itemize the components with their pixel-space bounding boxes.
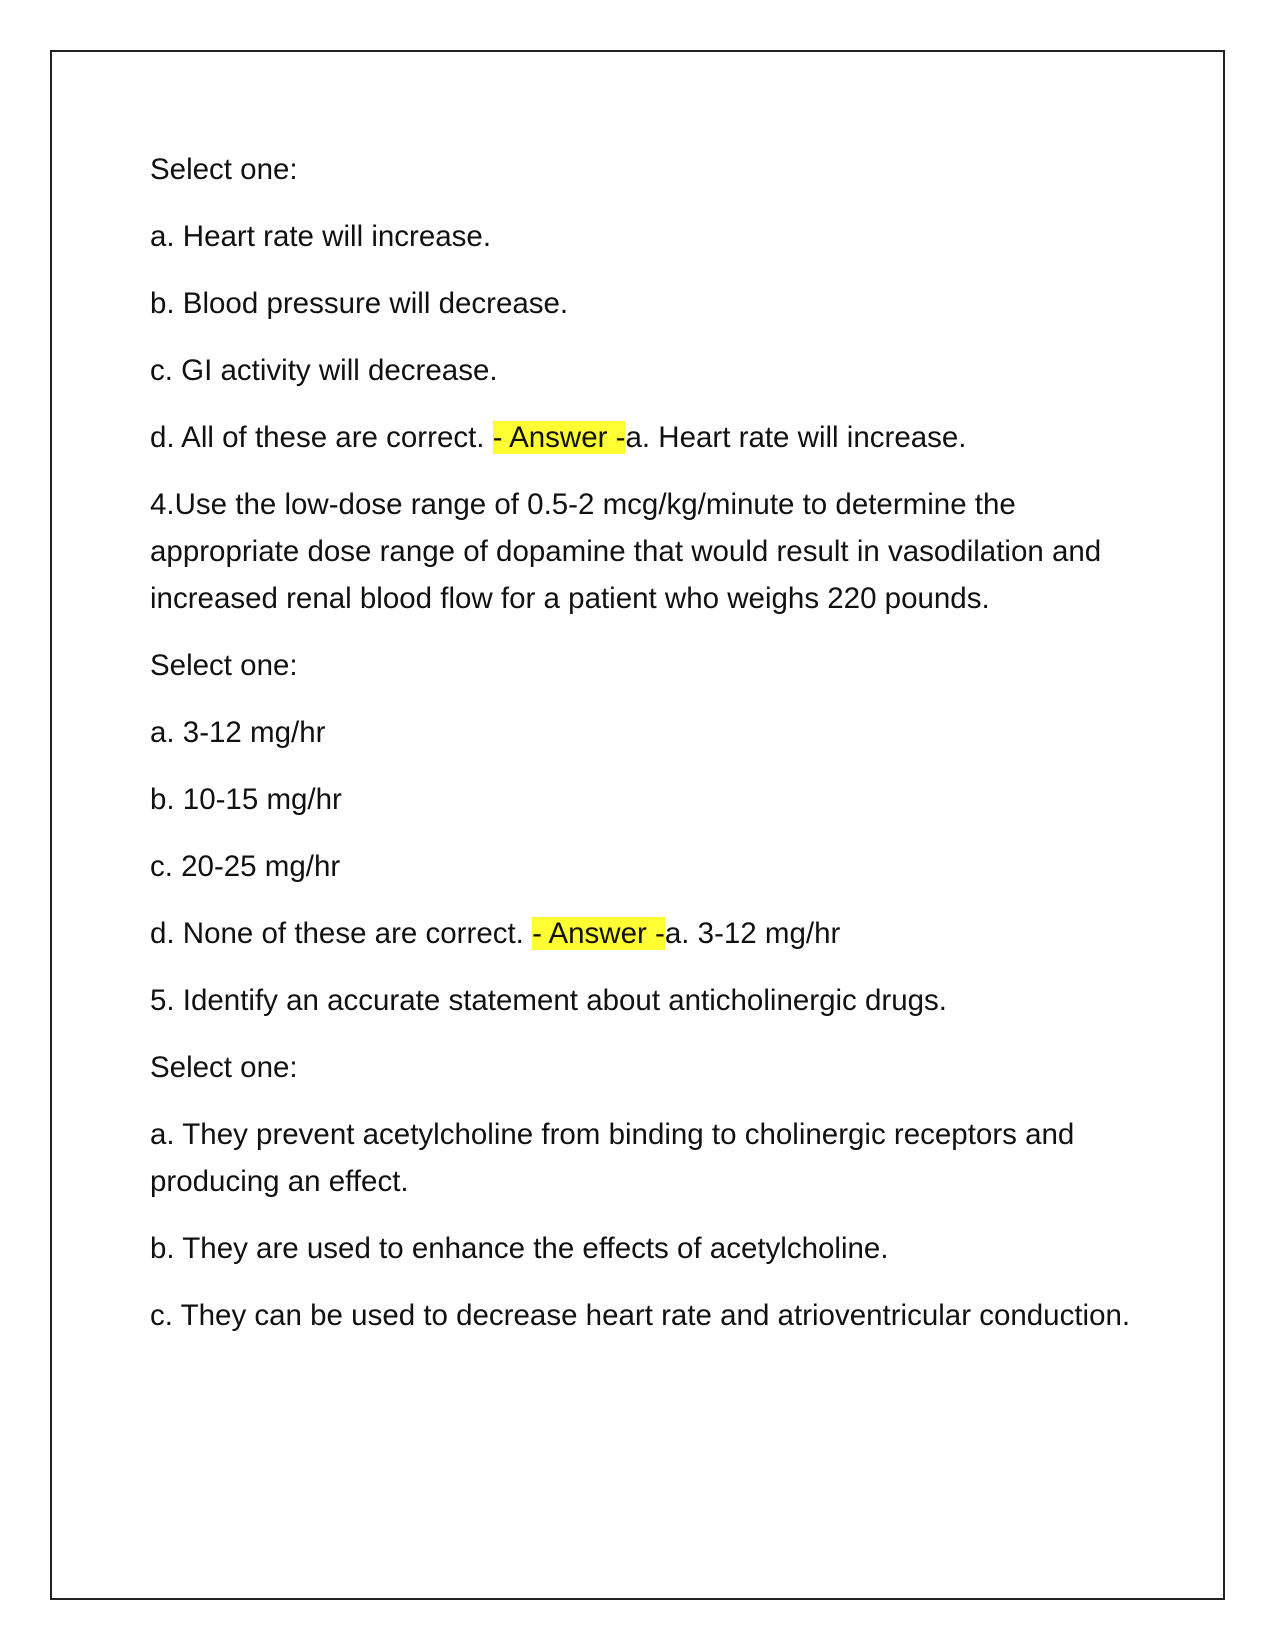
q3-select-label: Select one: — [150, 153, 298, 186]
q3-option-a: a. Heart rate will increase. — [150, 220, 492, 253]
q4-question: 4.Use the low-dose range of 0.5-2 mcg/kg/minute to determine the appropriate dose range of dopamine that would result in vasodilation and increased renal blood flow for a patient who weighs 220 pounds. — [150, 488, 1102, 615]
q5-select-label: Select one: — [150, 1051, 298, 1084]
q5-question: 5. Identify an accurate statement about anticholinergic drugs. — [150, 984, 947, 1017]
q5-option-b: b. They are used to enhance the effects of acetylcholine. — [150, 1232, 889, 1265]
q4-option-d: d. None of these are correct. — [150, 917, 524, 950]
q4-option-b: b. 10-15 mg/hr — [150, 783, 342, 816]
document-body — [150, 146, 1140, 1359]
q4-answer-marker: - Answer - — [532, 917, 665, 950]
q4-select-label: Select one: — [150, 649, 298, 682]
q4-option-d-with-answer — [150, 910, 1140, 957]
q5-option-a: a. They prevent acetylcholine from binding to cholinergic receptors and producing an effect. — [150, 1118, 1075, 1198]
q5-option-c: c. They can be used to decrease heart rate and atrioventricular conduction. — [150, 1299, 1131, 1332]
q3-option-d-with-answer — [150, 414, 1140, 461]
q3-option-c: c. GI activity will decrease. — [150, 354, 498, 387]
q4-answer-text: a. 3-12 mg/hr — [664, 917, 841, 950]
q3-answer-marker: - Answer - — [492, 421, 626, 454]
q3-option-b: b. Blood pressure will decrease. — [150, 287, 569, 320]
q4-option-a: a. 3-12 mg/hr — [150, 716, 326, 749]
q3-answer-text: a. Heart rate will increase. — [625, 421, 967, 454]
q3-option-d: d. All of these are correct. — [150, 421, 485, 454]
q4-option-c: c. 20-25 mg/hr — [150, 850, 341, 883]
